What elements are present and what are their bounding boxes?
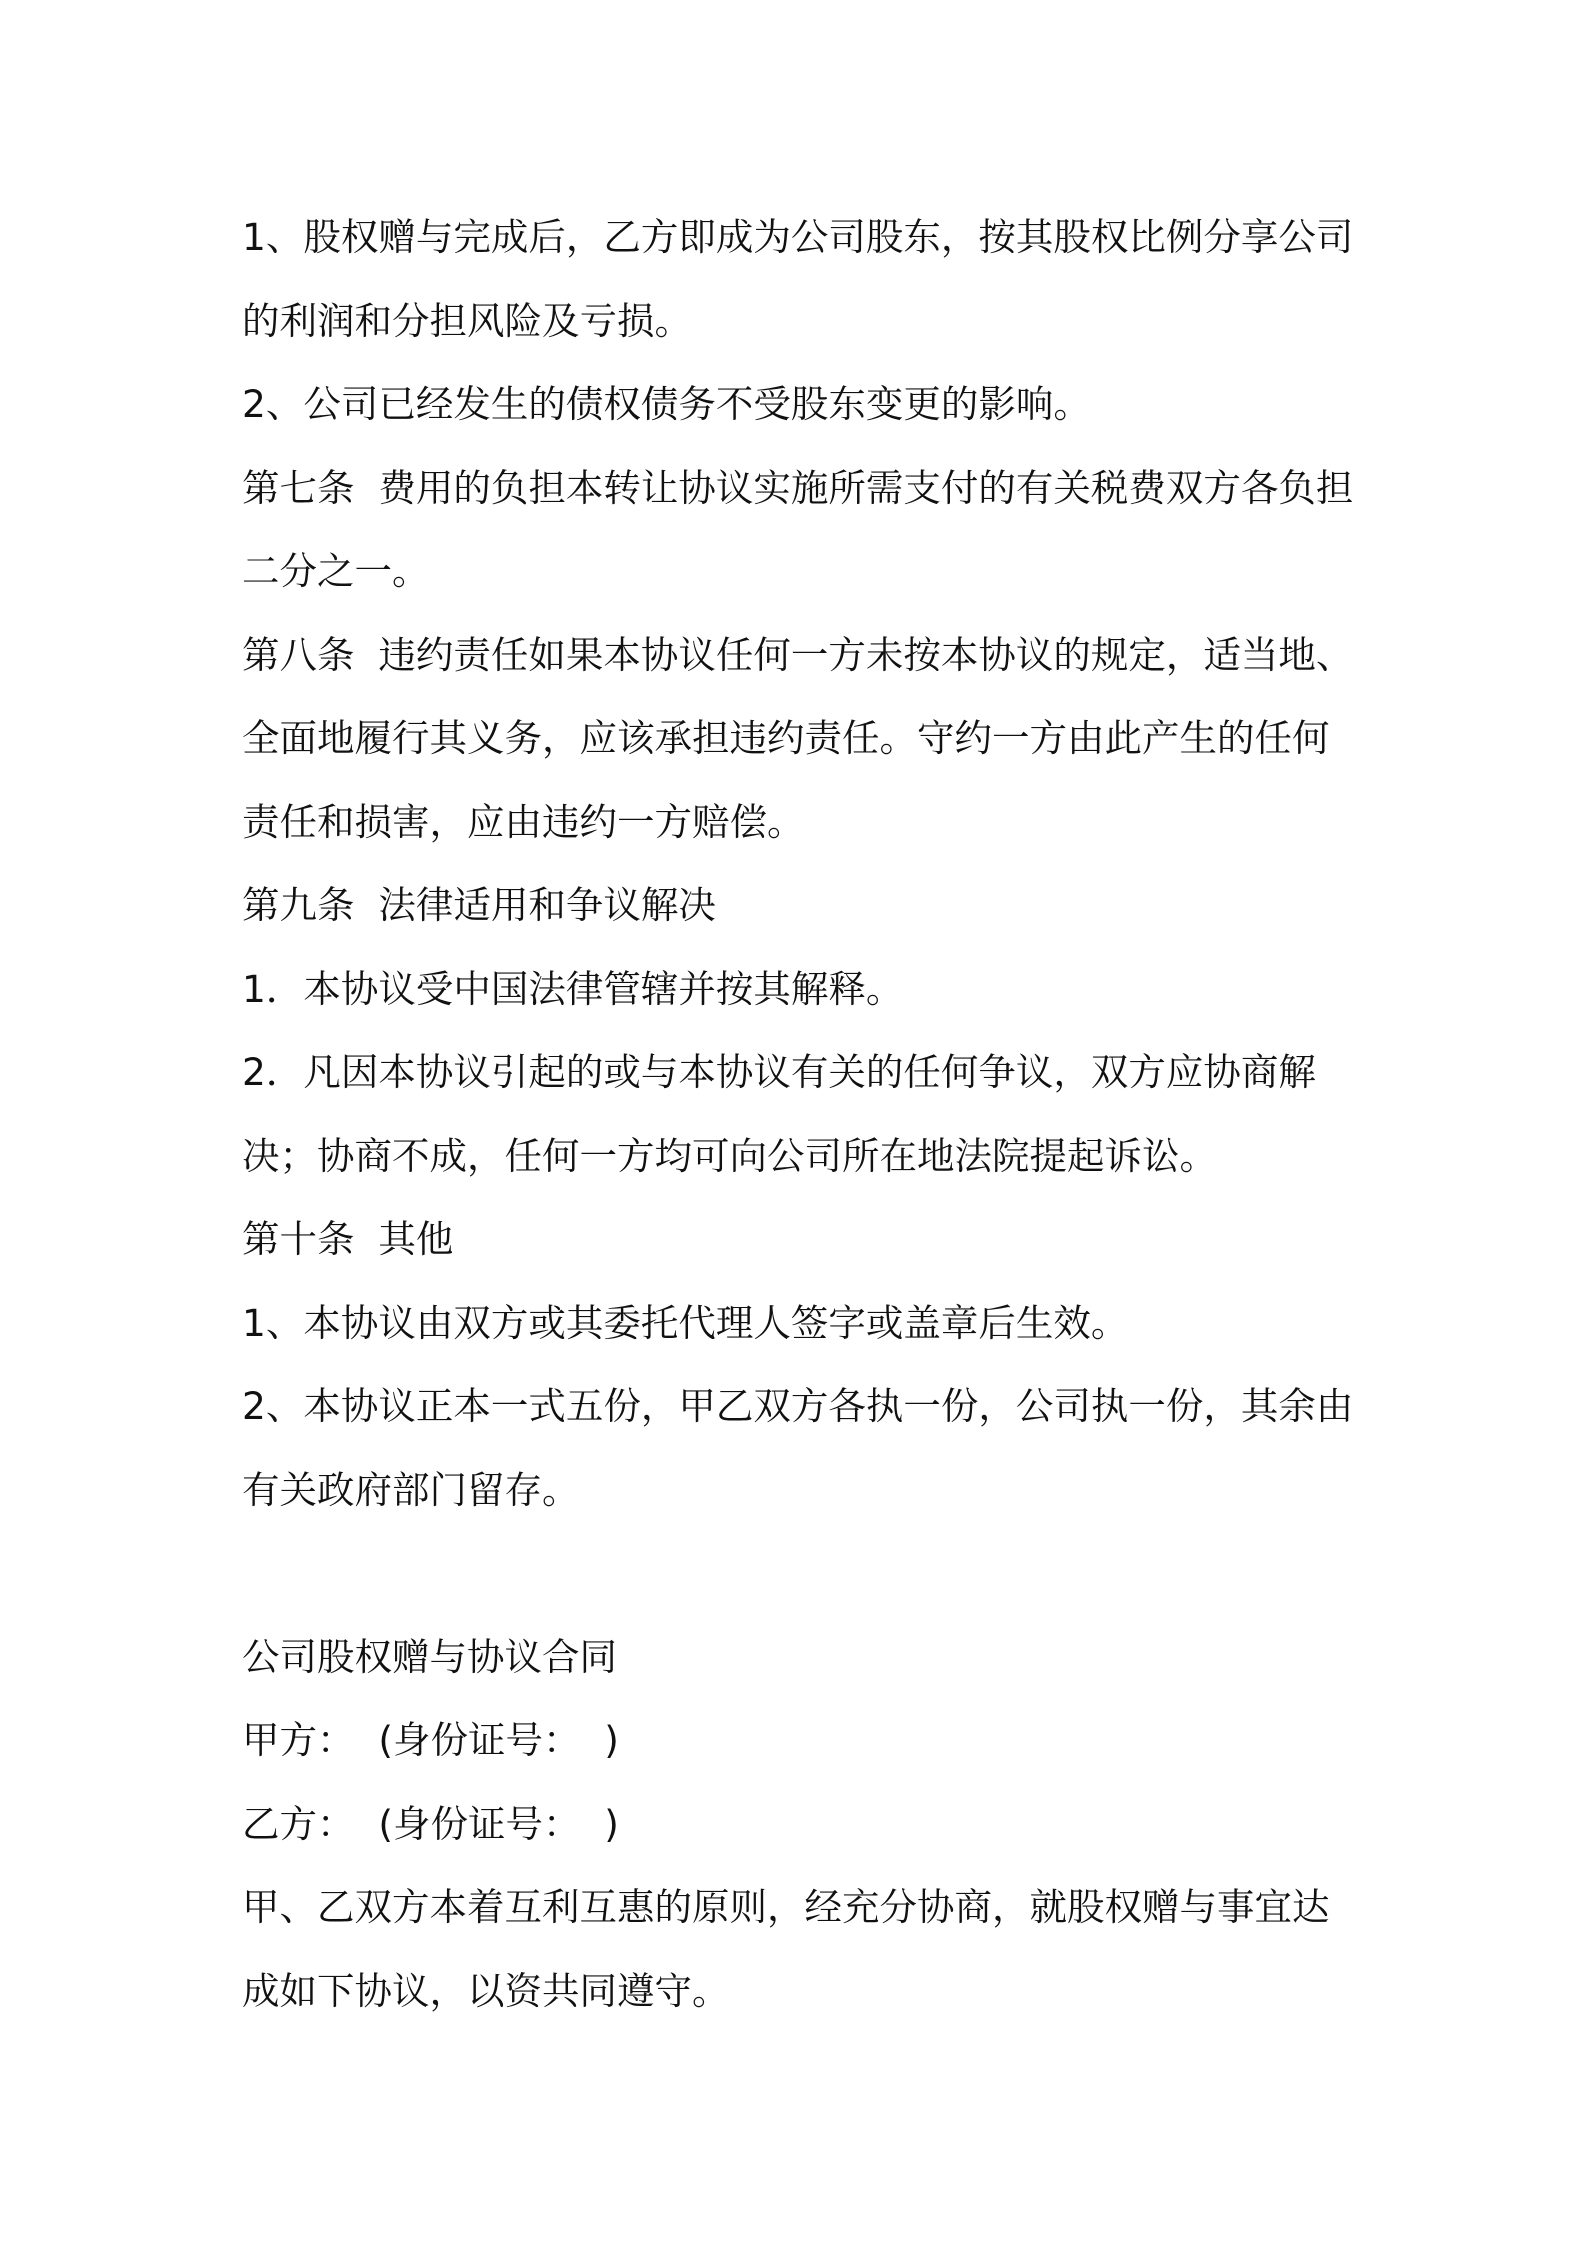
article-10-item-2: 2、本协议正本一式五份，甲乙双方各执一份，公司执一份，其余由有关政府部门留存。 bbox=[242, 1384, 1354, 1512]
party-a-line: 甲方： (身份证号： ) bbox=[242, 1718, 619, 1762]
contract-title: 公司股权赠与协议合同 bbox=[242, 1634, 617, 1679]
article-9-heading: 第九条 法律适用和争议解决 bbox=[242, 883, 716, 927]
clause-equity-completion: 1、股权赠与完成后，乙方即成为公司股东，按其股权比例分享公司的利润和分担风险及亏损。 bbox=[242, 215, 1354, 343]
section-gap bbox=[242, 1532, 1362, 1616]
document-body bbox=[242, 196, 1362, 2033]
article-9-item-2: 2．凡因本协议引起的或与本协议有关的任何争议，双方应协商解决；协商不成，任何一方均可向公司所在地法院提起诉讼。 bbox=[242, 1050, 1316, 1178]
article-10-item-1: 1、本协议由双方或其委托代理人签字或盖章后生效。 bbox=[242, 1300, 1129, 1345]
party-b-line: 乙方： (身份证号： ) bbox=[242, 1801, 619, 1846]
article-8-liability: 第八条 违约责任如果本协议任何一方未按本协议的规定，适当地、全面地履行其义务，应该承担违约责任。守约一方由此产生的任何责任和损害，应由违约一方赔偿。 bbox=[242, 632, 1354, 844]
article-7-expenses: 第七条 费用的负担本转让协议实施所需支付的有关税费双方各负担二分之一。 bbox=[242, 465, 1354, 593]
article-9-item-1: 1．本协议受中国法律管辖并按其解释。 bbox=[242, 966, 904, 1011]
article-10-heading: 第十条 其他 bbox=[242, 1217, 454, 1261]
clause-debts-unaffected: 2、公司已经发生的债权债务不受股东变更的影响。 bbox=[242, 382, 1091, 426]
contract-intro: 甲、乙双方本着互利互惠的原则，经充分协商，就股权赠与事宜达成如下协议，以资共同遵守。 bbox=[242, 1885, 1330, 2013]
